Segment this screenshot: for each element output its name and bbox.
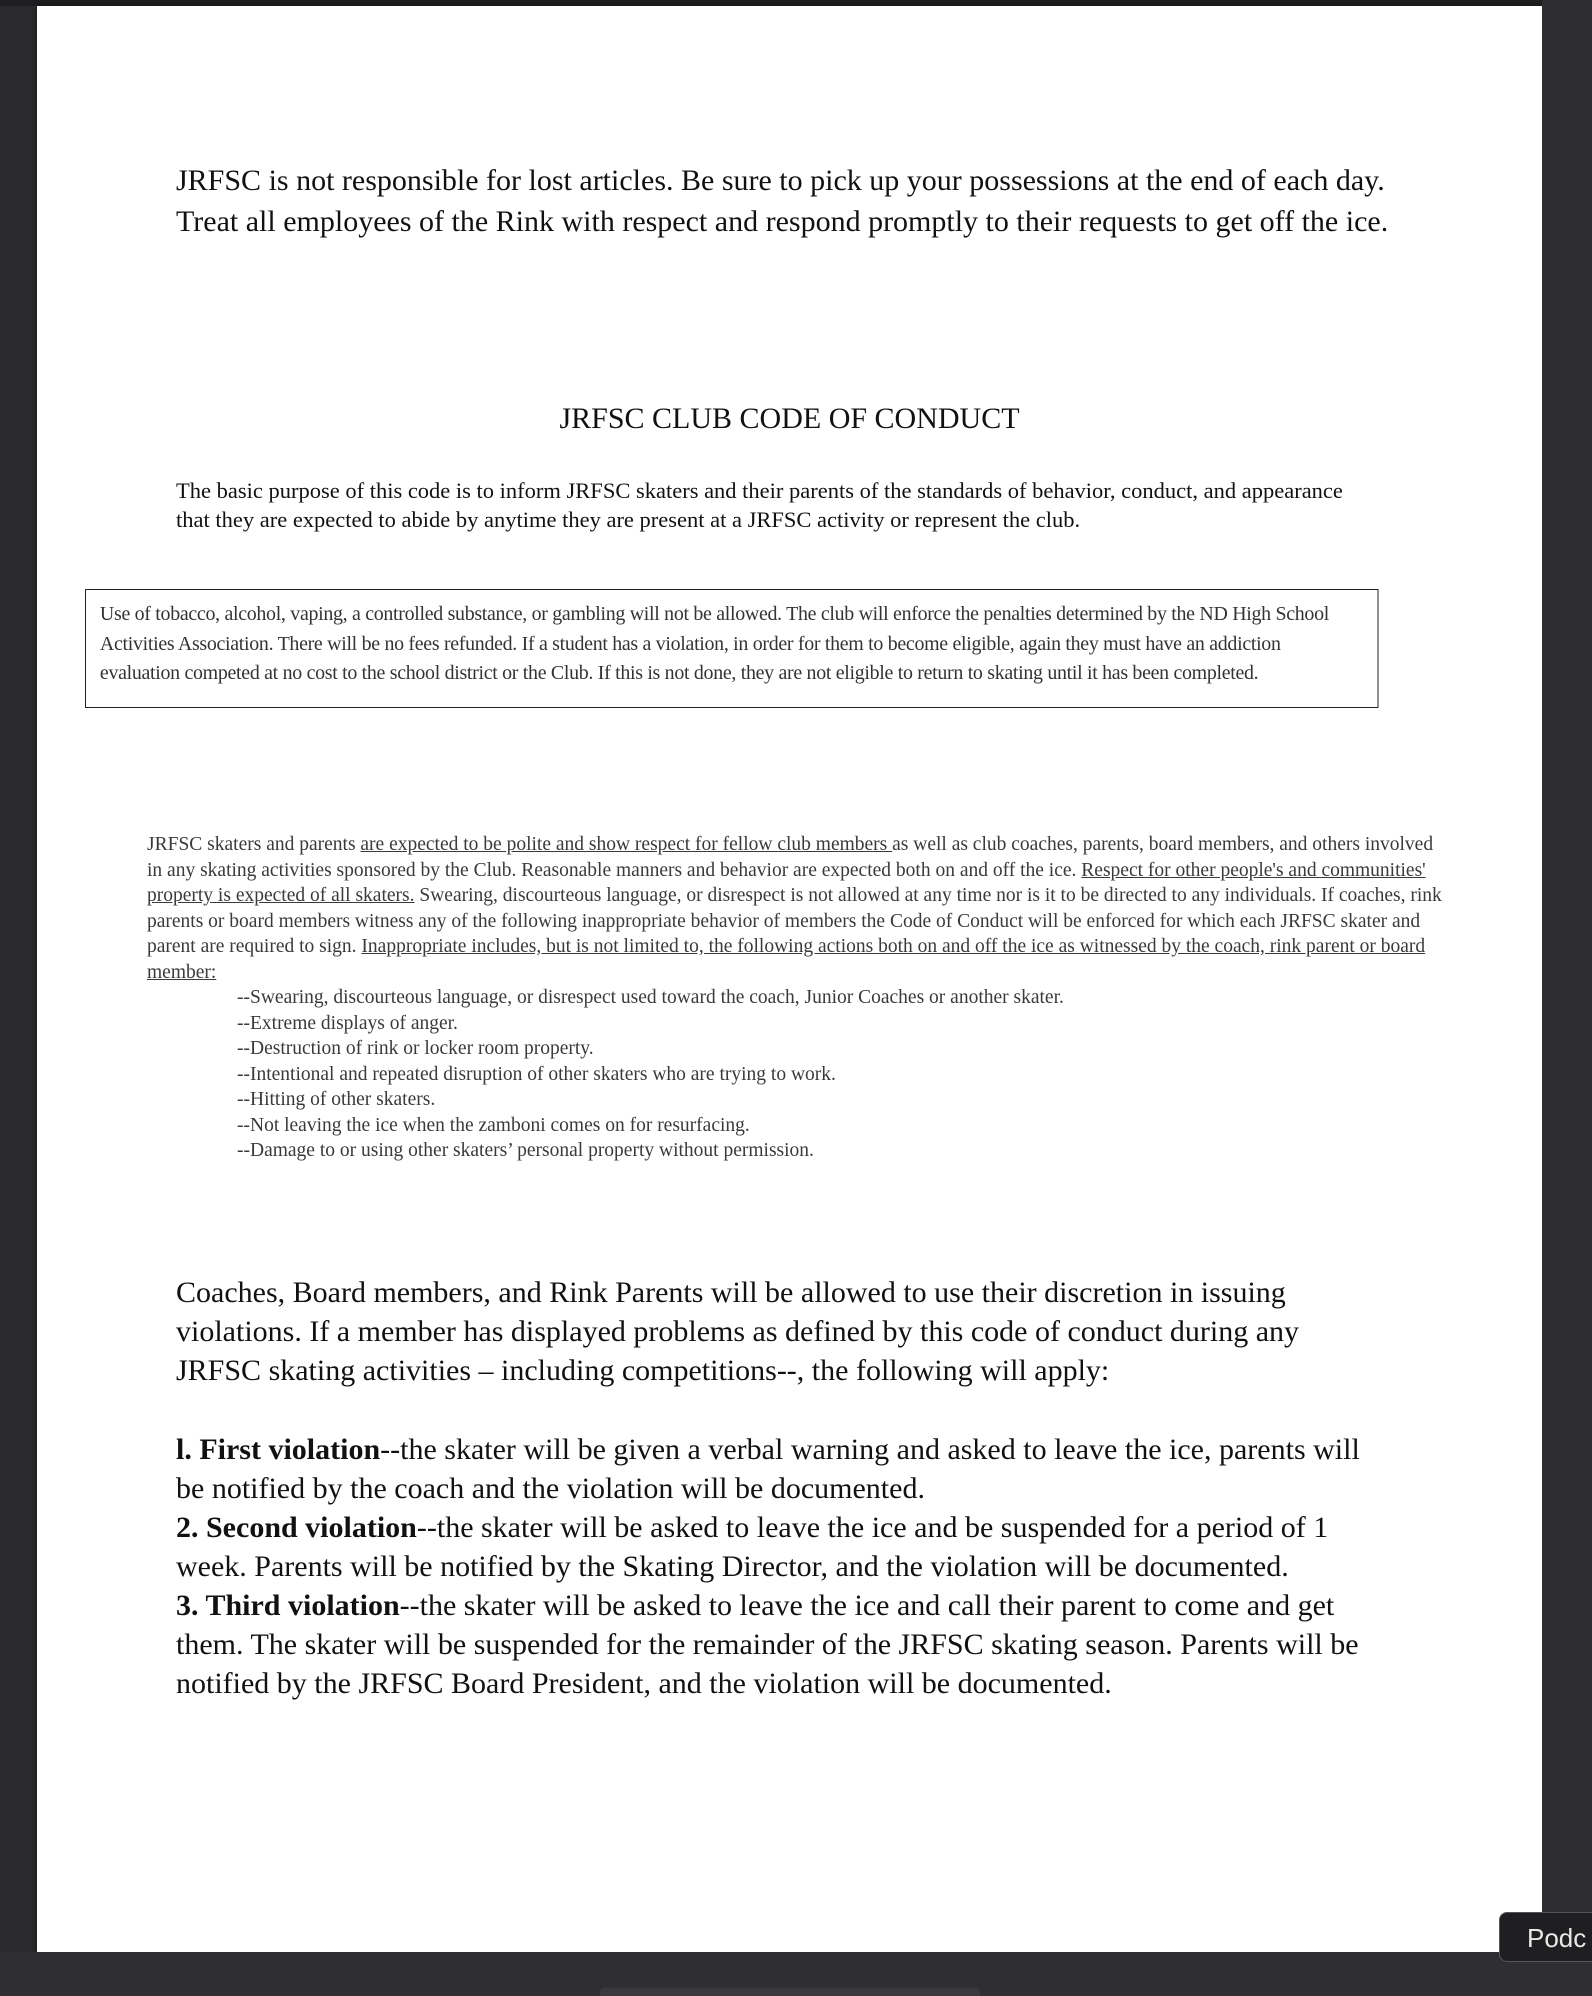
rules-underline-respect-members: are expected to be polite and show respect for fellow club members xyxy=(360,834,893,855)
list-item: --Destruction of rink or locker room property. xyxy=(237,1038,594,1059)
rules-text-1: JRFSC skaters and parents xyxy=(147,834,361,855)
list-item: --Swearing, discourteous language, or disrespect used toward the coach, Junior Coaches or another skater. xyxy=(237,987,1064,1008)
list-item: --Extreme displays of anger. xyxy=(237,1012,458,1034)
violation-third-text: --the skater will be asked to leave the ice and call their parent to come and get them. The skater will be suspended for the remainder of the JRFSC skating season. Parents will be notified by the JRFSC Board President, and the violation will be documented. xyxy=(176,1589,1359,1700)
rules-paragraph xyxy=(147,832,1447,985)
violation-third xyxy=(176,1586,1366,1703)
violation-second-text: --the skater will be asked to leave the ice and be suspended for a period of 1 week. Parents will be notified by the Skating Director, and the violation will be documented. xyxy=(176,1511,1329,1583)
violation-first xyxy=(176,1430,1366,1508)
podcast-tooltip[interactable]: Podc xyxy=(1499,1912,1592,1962)
rules-underline-inappropriate: Inappropriate includes, but is not limited to, the following actions both on and off the ice as witnessed by the coach, rink parent or board member: xyxy=(147,936,1426,983)
list-item: --Intentional and repeated disruption of other skaters who are trying to work. xyxy=(237,1063,836,1085)
discretion-paragraph: Coaches, Board members, and Rink Parents will be allowed to use their discretion in issuing violations. If a member has displayed problems as defined by this code of conduct during any JRFSC skating activities – including competitions--, the following will apply: xyxy=(176,1276,1300,1387)
horizontal-scrollbar[interactable] xyxy=(600,1988,980,1996)
viewer-side-strip xyxy=(1542,0,1592,1996)
violation-third-label: 3. Third violation xyxy=(176,1589,400,1622)
violation-first-label: l. First violation xyxy=(176,1433,381,1466)
intro-line-respect-employees: Treat all employees of the Rink with respect and respond promptly to their requests to get off the ice. xyxy=(176,205,1389,238)
list-item: --Damage to or using other skaters’ personal property without permission. xyxy=(237,1140,814,1161)
viewer-bottom-bar xyxy=(0,1952,1592,1996)
rules-text-3: Swearing, discourteous language, or disrespect is not allowed at any time nor is it to be directed to any individuals. If coaches, rink parents or board members witness any of the following inappropriate behavior of members the Code of Conduct will be enforced for which each JRFSC skater and parent are required to sign. xyxy=(147,885,1442,957)
inappropriate-actions-list xyxy=(147,985,1447,1164)
violation-first-text: --the skater will be given a verbal warning and asked to leave the ice, parents will be notified by the coach and the violation will be documented. xyxy=(176,1433,1360,1505)
purpose-paragraph: The basic purpose of this code is to inform JRFSC skaters and their parents of the standards of behavior, conduct, and appearance that they are expected to abide by anytime they are present at a JRFSC activity or represent the club. xyxy=(176,478,1343,532)
intro-paragraph xyxy=(176,160,1391,242)
list-item: --Not leaving the ice when the zamboni comes on for resurfacing. xyxy=(237,1114,750,1136)
violation-second xyxy=(176,1508,1366,1586)
conduct-rules xyxy=(147,832,1447,1164)
violation-second-label: 2. Second violation xyxy=(176,1511,417,1544)
rules-text-2: as well as club coaches, parents, board members, and others involved in any skating activities sponsored by the Club. Reasonable manners and behavior are expected both on and off the ice. xyxy=(147,834,1434,881)
page-title: JRFSC CLUB CODE OF CONDUCT xyxy=(559,402,1020,435)
violations-list xyxy=(176,1430,1366,1703)
boxed-notice: Use of tobacco, alcohol, vaping, a controlled substance, or gambling will not be allowed. The club will enforce the penalties determined by the ND High School Activities Association. There will be no fees refunded. If a student has a violation, in order for them to become eligible, again they must have an addiction evaluation competed at no cost to the school district or the Club. If this is not done, they are not eligible to return to skating until it has been completed. xyxy=(85,589,1379,708)
intro-line-lost-articles: JRFSC is not responsible for lost articles. Be sure to pick up your possessions at the end of each day. xyxy=(176,164,1385,197)
list-item: --Hitting of other skaters. xyxy=(237,1089,436,1110)
rules-underline-property: Respect for other people's and communities' property is expected of all skaters. xyxy=(147,859,1426,906)
